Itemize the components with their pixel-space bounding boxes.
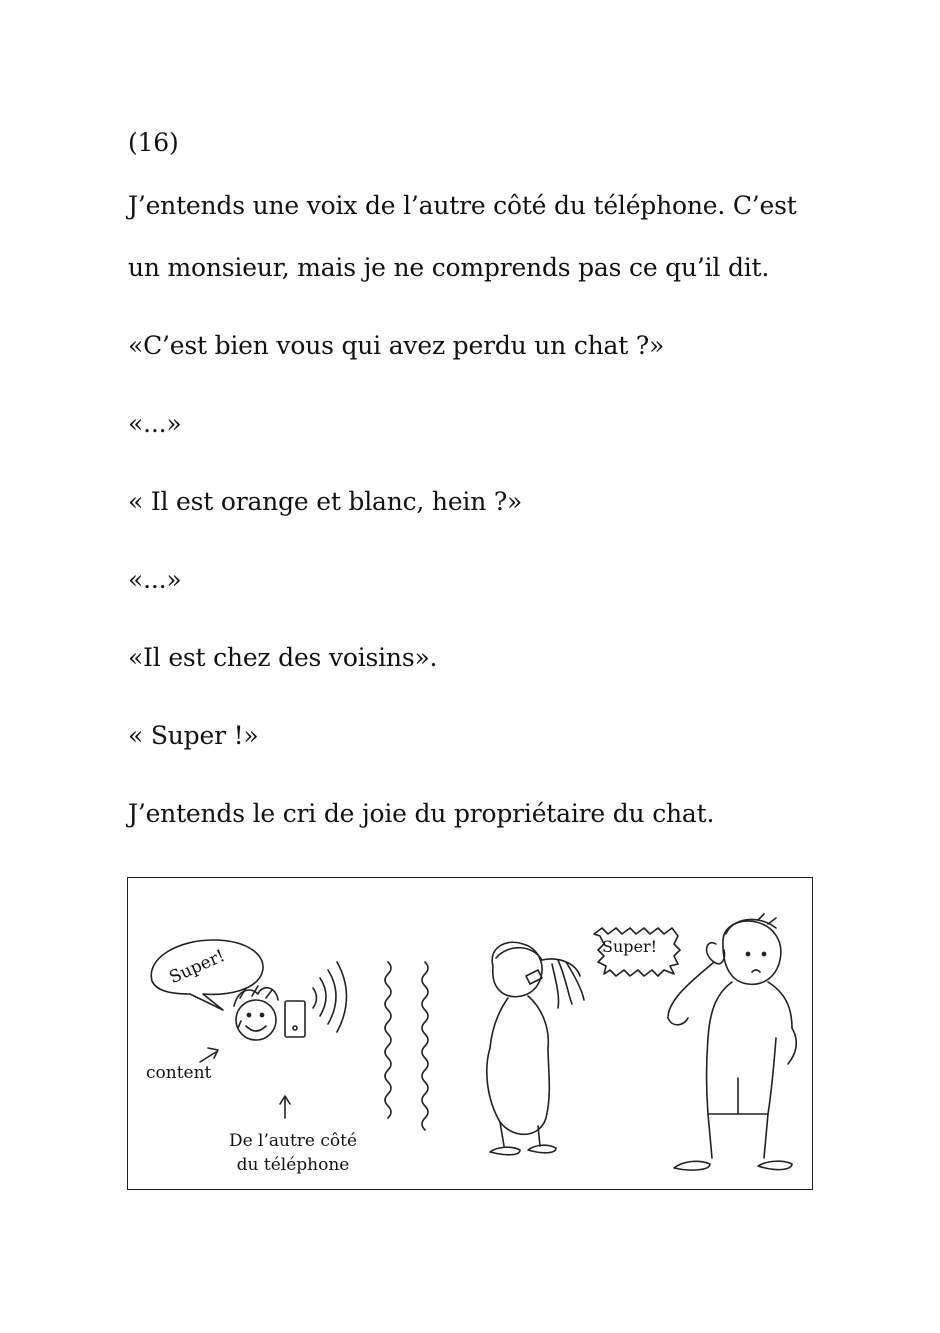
happy-face	[234, 986, 278, 1040]
dialogue-line-1: «C’est bien vous qui avez perdu un chat ?»	[128, 331, 665, 360]
page-number: (16)	[128, 128, 179, 157]
woman-on-phone	[487, 942, 584, 1155]
text-line-2: un monsieur, mais je ne comprends pas ce qu’il dit.	[128, 253, 770, 282]
dialogue-line-2: «...»	[128, 409, 182, 438]
wavy-separator	[385, 962, 428, 1130]
bubble-right-text: Super!	[602, 937, 658, 956]
text-line-final: J’entends le cri de joie du propriétaire du chat.	[128, 799, 715, 828]
label-content: content	[146, 1063, 212, 1083]
boy-listening	[668, 914, 796, 1170]
text-line-1: J’entends une voix de l’autre côté du téléphone. C’est	[128, 191, 797, 220]
label-other-side-1: De l’autre côté	[228, 1131, 358, 1151]
pointer-arrows	[200, 1048, 290, 1118]
label-other-side-2: du téléphone	[236, 1155, 350, 1175]
dialogue-line-5: «Il est chez des voisins».	[128, 643, 438, 672]
bubble-left-text: Super!	[166, 945, 229, 989]
dialogue-line-3: « Il est orange et blanc, hein ?»	[128, 487, 523, 516]
dialogue-line-4: «...»	[128, 565, 182, 594]
illustration-panel	[127, 877, 813, 1190]
dialogue-line-6: « Super !»	[128, 721, 259, 750]
phone-icon	[285, 962, 347, 1037]
